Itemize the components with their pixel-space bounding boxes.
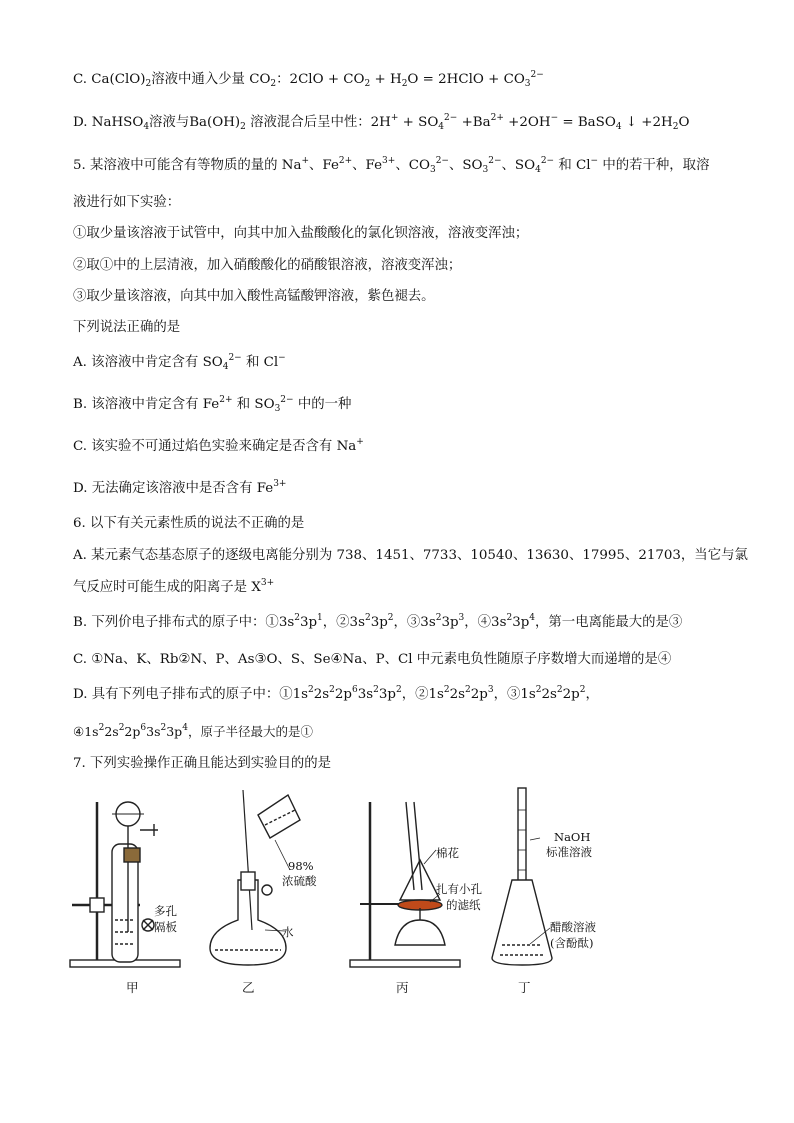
question-5-step-1: ①取少量该溶液于试管中，向其中加入盐酸酸化的氯化钡溶液，溶液变浑浊；	[73, 226, 529, 241]
question-5-option-d: D. 无法确定该溶液中是否含有 $Fe^{3+}$	[73, 479, 287, 496]
apparatus-jia	[70, 802, 180, 967]
question-5-ask: 下列说法正确的是	[73, 320, 181, 335]
label-naoh: NaOH	[554, 830, 591, 844]
question-6-option-a: A. 某元素气态基态原子的逐级电离能分别为 738、1451、7733、10540、13630、17995、21703，当它与氯	[73, 548, 748, 563]
caption-jia: 甲	[126, 980, 139, 995]
question-6-option-a-cont: 气反应时可能生成的阳离子是 $X^{3+}$	[73, 578, 275, 595]
label-porous: 多孔	[154, 904, 177, 918]
option-d-equation: D. NaHSO$_4$溶液与$Ba(OH)_2$ 溶液混合后呈中性：$2H^+ + SO_4^{2-} +Ba^{2+} +2OH^-$ = BaSO$_4$ ↓ $+2H_2O$	[73, 113, 690, 132]
label-h2so4-percent: 98%	[288, 859, 314, 873]
label-paper-2: 的滤纸	[446, 898, 481, 912]
question-6-option-d-cont: $④1s^22s^22p^63s^23p^4$，原子半径最大的是①	[73, 723, 313, 739]
caption-yi: 乙	[242, 980, 255, 995]
question-5-option-a: A. 该溶液中肯定含有 $SO_4^{2-}$ 和 Cl−	[73, 353, 286, 372]
question-6-option-d: D. 具有下列电子排布式的原子中：$①1s^22s^22p^63s^23p^2$，$②1s^22s^22p^3$，$③1s^22s^22p^2$，	[73, 685, 599, 702]
question-5-stem-cont: 液进行如下实验：	[73, 195, 181, 210]
option-c-equation: C. $Ca(ClO)_2$溶液中通入少量 $CO_2$：$2ClO + CO_2 + H_2O$ = 2HClO + $CO_3^{2-}$	[73, 70, 544, 89]
label-cotton: 棉花	[436, 846, 459, 860]
label-acetic-acid: 醋酸溶液	[550, 920, 596, 934]
question-5-option-b: B. 该溶液中肯定含有 $Fe^{2+}$ 和 $SO_3^{2-}$ 中的一种	[73, 395, 352, 414]
question-6-stem: 6. 以下有关元素性质的说法不正确的是	[73, 516, 305, 531]
label-water: 水	[282, 925, 294, 939]
apparatus-drawing	[60, 780, 740, 995]
question-5-option-c: C. 该实验不可通过焰色实验来确定是否含有 Na+	[73, 437, 364, 454]
label-h2so4: 浓硫酸	[282, 874, 317, 888]
question-6-option-c: C. ①Na、K、Rb②N、P、As③O、S、Se④Na、P、Cl 中元素电负性随原子序数增大而递增的是④	[73, 652, 672, 667]
question-7-stem: 7. 下列实验操作正确且能达到实验目的的是	[73, 756, 332, 771]
label-standard-solution: 标准溶液	[546, 845, 592, 859]
label-plate: 隔板	[154, 920, 177, 934]
question-5-step-2: ②取①中的上层清液，加入硝酸酸化的硝酸银溶液，溶液变浑浊；	[73, 258, 462, 273]
question-6-option-b: B. 下列价电子排布式的原子中：$①3s^23p^1$，$②3s^23p^2$，$③3s^23p^3$，$④3s^23p^4$，第一电离能最大的是③	[73, 613, 683, 630]
question-5-stem: 5. 某溶液中可能含有等物质的量的 Na+、$Fe^{2+}$、$Fe^{3+}$、$CO_3^{2-}$、$SO_3^{2-}$、$SO_4^{2-}$ 和 Cl− 中的若干种，取溶	[73, 156, 710, 175]
apparatus-ding	[492, 788, 552, 965]
caption-ding: 丁	[518, 980, 531, 995]
caption-bing: 丙	[396, 980, 409, 995]
apparatus-figure	[60, 780, 740, 995]
label-phenolphthalein: (含酚酞)	[550, 936, 594, 950]
label-paper-1: 扎有小孔	[436, 882, 482, 896]
question-5-step-3: ③取少量该溶液，向其中加入酸性高锰酸钾溶液，紫色褪去。	[73, 289, 435, 304]
